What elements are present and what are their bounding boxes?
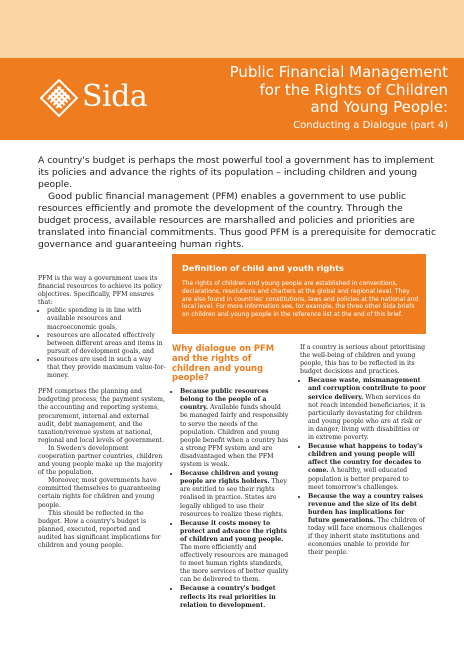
reason-bold: Because waste, mismanagement and corruption contribute to poor service delivery. <box>308 377 426 401</box>
intro-paragraph-1: A country's budget is perhaps the most powerful tool a government has to implement its policies and advance the rights of its population – including children and young people. <box>38 155 434 190</box>
middle-column <box>172 344 290 611</box>
definition-box-body: The rights of children and young people are established in conventions, declarations, resolutions and charters at the global and regional level. They are also found in countries' constitutions, laws and policies at the national and local level. For more information see, for example, the three other Sida briefs on children and young people in the reference list at the end of this brief. <box>182 280 419 319</box>
reason-text: A healthy, well educated population is better prepared to meet tomorrow's challenges. <box>308 467 409 491</box>
list-item <box>180 585 290 609</box>
reasons-list-continued <box>300 377 426 557</box>
title-block <box>158 64 448 131</box>
left-paragraph-4: Moreover, most governments have committed themselves to guaranteeing certain rights for children and young people. <box>38 477 161 509</box>
title-line-2: for the Rights of Children <box>259 80 448 99</box>
list-item: • resources are used in such a way that they provide maximum value-for-money. <box>47 356 166 380</box>
left-paragraph-5: This should be reflected in the budget. How a country's budget is planned, executed, reported and audited has significant implications for children and young people. <box>38 509 161 549</box>
subtitle: Conducting a Dialogue (part 4) <box>293 119 448 131</box>
left-paragraph-1: PFM is the way a government uses its financial resources to achieve its policy objectives. Specifically, PFM ensures that: <box>38 275 162 307</box>
intro-text <box>38 155 438 251</box>
reason-bold: Because it costs money to protect and advance the rights of children and young people. <box>180 519 287 543</box>
section-heading: Why dialogue on PFM and the rights of children and young people? <box>172 343 275 383</box>
list-item <box>180 388 290 469</box>
list-item: • resources are allocated effectively between different areas and items in pursuit of development goals, and <box>47 332 166 356</box>
reason-bold: Because children and young people are rights holders. <box>180 470 279 486</box>
top-color-band <box>0 0 464 58</box>
list-item <box>180 470 290 519</box>
list-item: • public spending is in line with available resources and macroeconomic goals, <box>47 307 166 331</box>
sida-emblem-icon <box>40 79 78 117</box>
left-paragraph-2: PFM comprises the planning and budgeting process, the payment system, the accounting and reporting systems, procurement, internal and external audit, debt management, and the taxation/revenue system at national, regional and local levels of government. <box>38 388 166 444</box>
reason-text: Available funds should be managed fairly and responsibly to serve the needs of the population. Children and young people benefit when a country has a strong PFM system and are disadvantaged when the PFM system is weak. <box>180 404 289 469</box>
definition-box-title: Definition of child and youth rights <box>182 263 344 273</box>
title-line-1: Public Financial Management <box>229 63 448 81</box>
reason-bold: Because public resources belong to the people of a country. <box>180 388 269 412</box>
title-line-3: and Young People: <box>310 98 448 116</box>
reason-text: When services do not reach intended beneficiaries, it is particularly devastating for children and young people who are at risk or in danger, living with disabilities or in extreme poverty. <box>308 393 426 442</box>
pfm-bullet-list <box>38 307 166 380</box>
reasons-list <box>172 388 290 610</box>
intro-paragraph-2: Good public financial management (PFM) enables a government to use public resources efficiently and promote the development of the country. Through the budget process, available resources are marshalled and policies and priorities are translated into financial commitments. Thus good PFM is a prerequisite for democratic governance and guaranteeing human rights. <box>38 191 437 250</box>
reason-bold: Because what happens to today's children and young people will affect the country for decades to come. <box>308 443 423 475</box>
definition-box <box>172 254 426 334</box>
logo-text: Sida <box>82 79 148 114</box>
right-intro: If a country is serious about prioritising the well-being of children and young people, this has to be reflected in its budget decisions and practices. <box>300 344 426 376</box>
reason-text: They are entitled to see their rights realised in practice. States are legally obliged to use their resources to realize these rights. <box>180 478 287 518</box>
reason-bold: Because the way a country raises revenue and the size of its debt burden has implications for future generations. <box>308 492 423 524</box>
list-item <box>308 377 426 442</box>
left-column <box>38 275 166 550</box>
right-column <box>300 344 426 558</box>
reason-text: The children of today will face enormous challenges if they inherit state institutions and economies unable to provide for their people. <box>308 516 425 557</box>
header-banner <box>0 58 464 140</box>
reason-text: The more efficiently and effectively resources are managed to meet human rights standards, the more services of better quality can be delivered to them. <box>180 543 289 584</box>
list-item <box>180 520 290 585</box>
list-item <box>308 443 426 492</box>
reason-bold: Because a country's budget reflects its real priorities in relation to development. <box>180 585 276 609</box>
left-paragraph-3: In Sweden's development cooperation partner countries, children and young people make up the majority of the population. <box>38 444 163 477</box>
list-item <box>308 493 426 558</box>
